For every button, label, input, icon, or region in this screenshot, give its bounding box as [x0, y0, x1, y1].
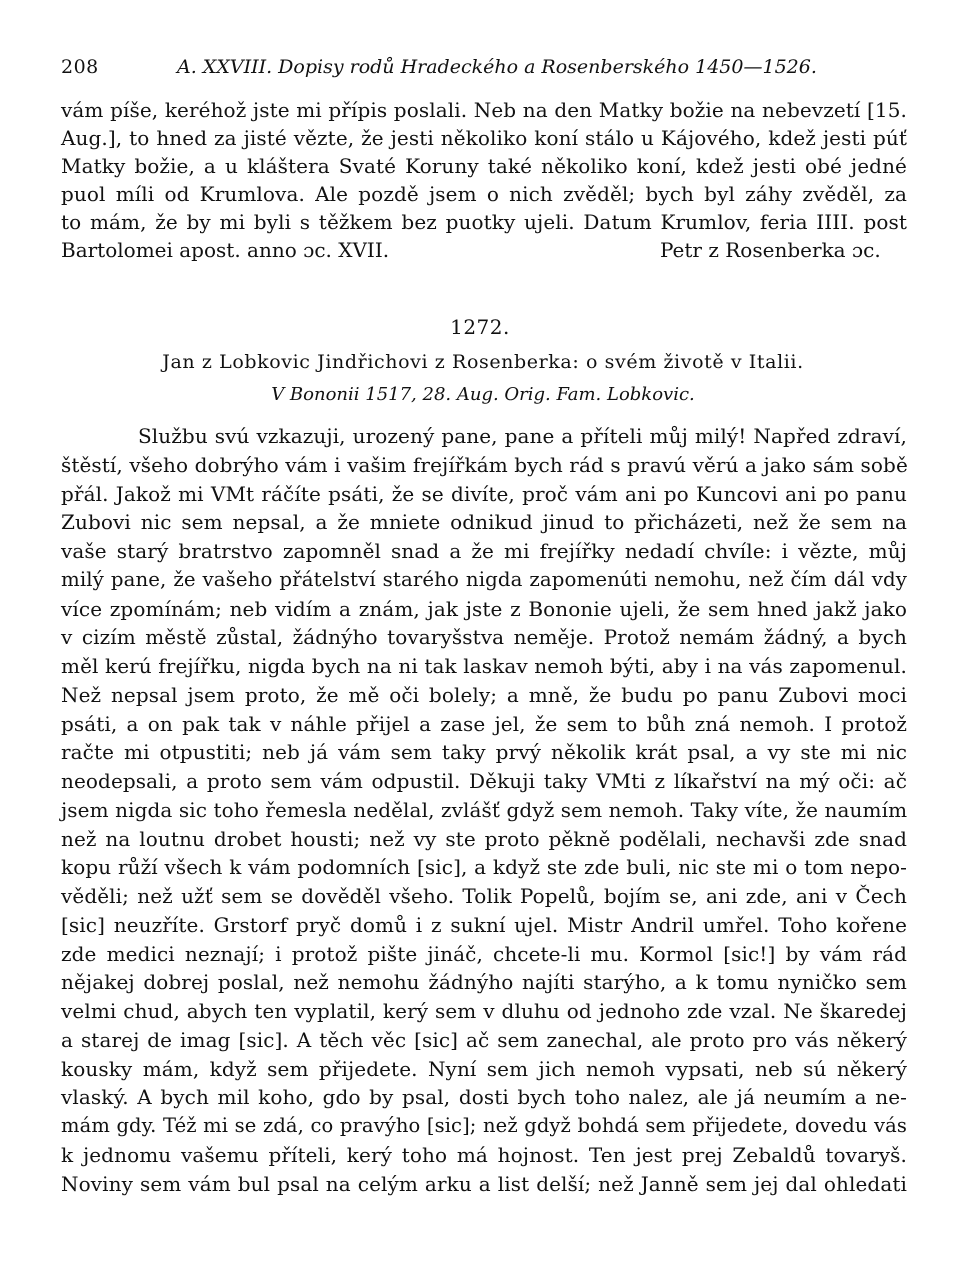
- text-line: Službu svú vzkazuji, urozený pane, pane a příteli můj milý! Napřed zdraví,: [138, 424, 907, 448]
- text-line: zde medici neznají; i protož pište jináč, chcete-li mu. Kormol [sic!] by vám rád: [61, 942, 907, 966]
- signature: Petr z Rosenberka ɔc.: [660, 238, 881, 262]
- text-line: více zpomínám; neb vidím a znám, jak jste z Bononie ujeli, že sem hned jakž jako: [61, 597, 907, 621]
- text-line: Aug.], to hned za jisté vězte, že jesti několiko koní stálo u Kájového, kdež jesti púť: [61, 126, 907, 150]
- text-line: Zubovi nic sem nepsal, a že mniete odnikud jinud to přicházeti, než že sem na: [61, 510, 907, 534]
- text-line: v cizím městě zůstal, žádnýho tovaryšstva neměje. Protož nemám žádný, a bych: [61, 625, 907, 649]
- text-line: jsem nigda sic toho řemesla nedělal, zvlášť gdyž sem nemoh. Taky víte, že naumím: [61, 798, 908, 822]
- text-line: Než nepsal jsem proto, že mě oči bolely; a mně, že budu po panu Zubovi moci: [61, 683, 907, 707]
- text-line: milý pane, že vašeho přátelství starého nigda zapomenúti nemohu, než čím dál vdy: [61, 568, 907, 591]
- text-line: Matky božie, a u kláštera Svaté Koruny také několiko koní, kdež jesti obé jedné: [61, 154, 907, 178]
- document-source: V Bononii 1517, 28. Aug. Orig. Fam. Lobkovic.: [271, 384, 695, 405]
- text-line: a starej de imag [sic]. A těch věc [sic] ač sem zanechal, ale proto pro vás někerý: [61, 1028, 907, 1052]
- text-line: neodepsali, a proto sem vám odpustil. Děkuji taky VMti z líkařství na mý oči: ač: [61, 769, 907, 793]
- text-line: přál. Jakož mi VMt ráčíte psáti, že se divíte, proč vám ani po Kuncovi ani po panu: [61, 482, 907, 506]
- text-line: k jednomu vašemu příteli, kerý toho má hojnost. Ten jest prej Zebaldů tovaryš.: [61, 1143, 907, 1167]
- text-line: než na loutnu drobet housti; než vy ste proto pěkně podělali, nechavši zde snad: [61, 827, 907, 851]
- text-line: kousky mám, když sem přijedete. Nyní sem jich nemoh vypsati, neb sú někerý: [61, 1057, 907, 1081]
- text-line: velmi chud, abych ten vyplatil, kerý sem v dluhu od jednoho zde vzal. Ne škaredej: [61, 999, 907, 1023]
- text-line: štěstí, všeho dobrýho vám i vašim frejířkám bych rád s pravú věrú a jako sám sobě: [61, 453, 908, 477]
- text-line: kopu růží všech k vám podomních [sic], a když ste zde buli, nic ste mi o tom nepo-: [61, 855, 907, 879]
- page-number: 208: [61, 56, 99, 78]
- text-line: vaše starý bratrstvo zapomněl snad a že mi frejířky nedadí chvíle: i vězte, můj: [61, 539, 907, 563]
- text-line: to mám, že by mi byli s těžkem bez puotky ujeli. Datum Krumlov, feria IIII. post: [61, 210, 907, 234]
- document-title: Jan z Lobkovic Jindřichovi z Rosenberka: o svém životě v Italii.: [162, 351, 804, 373]
- closing-line: [61, 236, 907, 264]
- document-number: 1272.: [450, 315, 510, 339]
- text-line: račte mi otpustiti; neb já vám sem taky prvý několik krát psal, a vy ste mi nic: [61, 740, 907, 764]
- page-header: [61, 56, 901, 86]
- text-line: vám píše, keréhož jste mi přípis poslali. Neb na den Matky božie na nebevzetí [15.: [61, 98, 907, 122]
- text-line: psáti, a on pak tak v náhle přijel a zase jel, že sem to bůh zná nemoh. I protož: [61, 712, 907, 736]
- running-head: A. XXVIII. Dopisy rodů Hradeckého a Rosenberského 1450—1526.: [177, 56, 817, 78]
- text-line: věděli; než užť sem se dověděl všeho. Tolik Popelů, bojím se, ani zde, ani v Čech: [61, 884, 907, 908]
- text-line: vlaský. A bych mil koho, gdo by psal, dosti bych toho nalez, ale já neumím a ne-: [61, 1085, 907, 1109]
- text-line: puol míli od Krumlova. Ale pozdě jsem o nich zvěděl; bych byl záhy zvěděl, za: [61, 182, 907, 206]
- text-line: Noviny sem vám bul psal na celým arku a list delší; než Janně sem jej dal ohledati: [61, 1172, 907, 1196]
- text-line: [sic] neuzříte. Grstorf pryč domů i z sukní ujel. Mistr Andril umřel. Toho kořene: [61, 913, 907, 937]
- closing-date: Bartolomei apost. anno ɔc. XVII.: [61, 238, 390, 262]
- text-line: nějakej dobrej poslal, než nemohu žádnýho najíti starýho, a k tomu nyničko sem: [61, 970, 907, 994]
- text-line: mám gdy. Též mi se zdá, co pravýho [sic]; než gdyž bohdá sem přijedete, dovedu vás: [61, 1114, 907, 1137]
- text-line: měl kerú frejířku, nigda bych na ni tak laskav nemoh býti, aby i na vás zapomenul.: [61, 654, 907, 678]
